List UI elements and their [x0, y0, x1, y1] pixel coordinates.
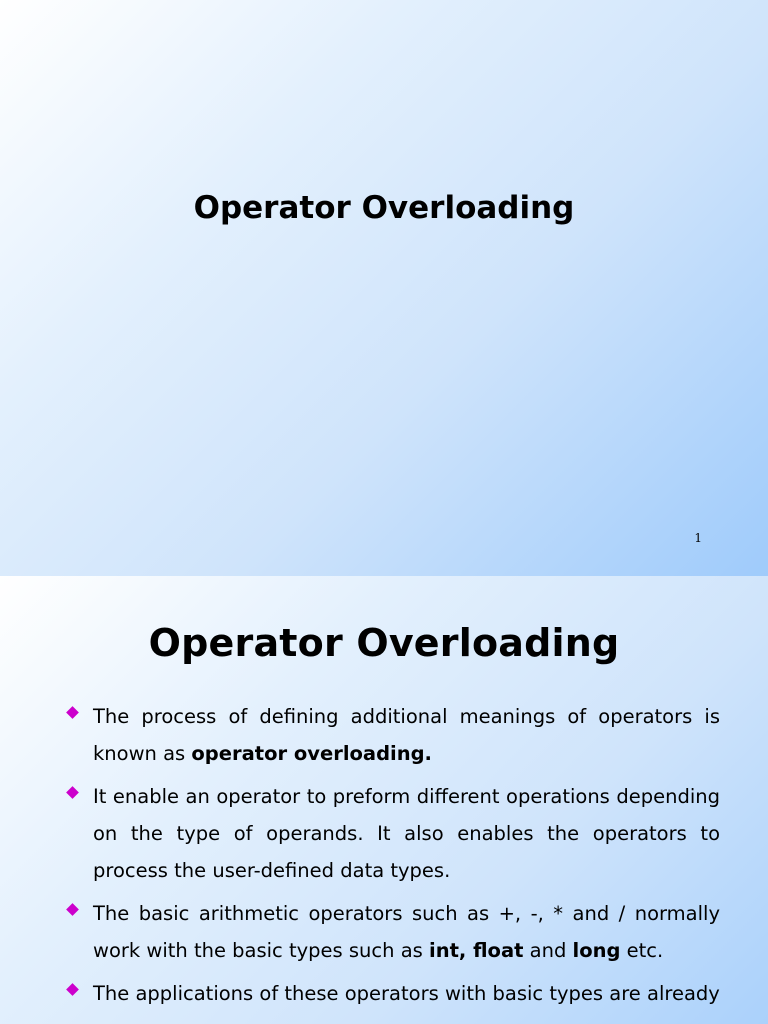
bullet-bold-text: long	[572, 939, 621, 962]
diamond-bullet-icon	[66, 786, 79, 799]
diamond-bullet-icon	[66, 903, 79, 916]
diamond-bullet-icon	[66, 706, 79, 719]
bullet-list	[66, 698, 720, 1018]
bullet-text: The process of defining additional meanings of operators is known as	[93, 705, 720, 765]
bullet-text: The basic arithmetic operators such as +, -, * and / normally work with the basic types such as	[93, 902, 720, 962]
slide-title: Operator Overloading	[193, 190, 575, 226]
slide-number: 1	[694, 531, 702, 545]
bullet-text: It enable an operator to preform different operations depending on the type of operands. It also enables the operators to process the user-defined data types.	[93, 785, 720, 882]
bullet-item	[66, 975, 720, 1012]
slide-2	[0, 576, 768, 1024]
bullet-item	[66, 895, 720, 969]
bullet-item	[66, 698, 720, 772]
bullet-text: and	[523, 939, 573, 962]
bullet-item	[66, 778, 720, 889]
diamond-bullet-icon	[66, 983, 79, 996]
bullet-text: etc.	[620, 939, 664, 962]
bullet-text: The applications of these operators with basic types are already	[93, 982, 720, 1005]
slide-heading: Operator Overloading	[148, 621, 620, 665]
bullet-bold-text: int, float	[429, 939, 524, 962]
bullet-bold-text: operator overloading.	[191, 742, 432, 765]
